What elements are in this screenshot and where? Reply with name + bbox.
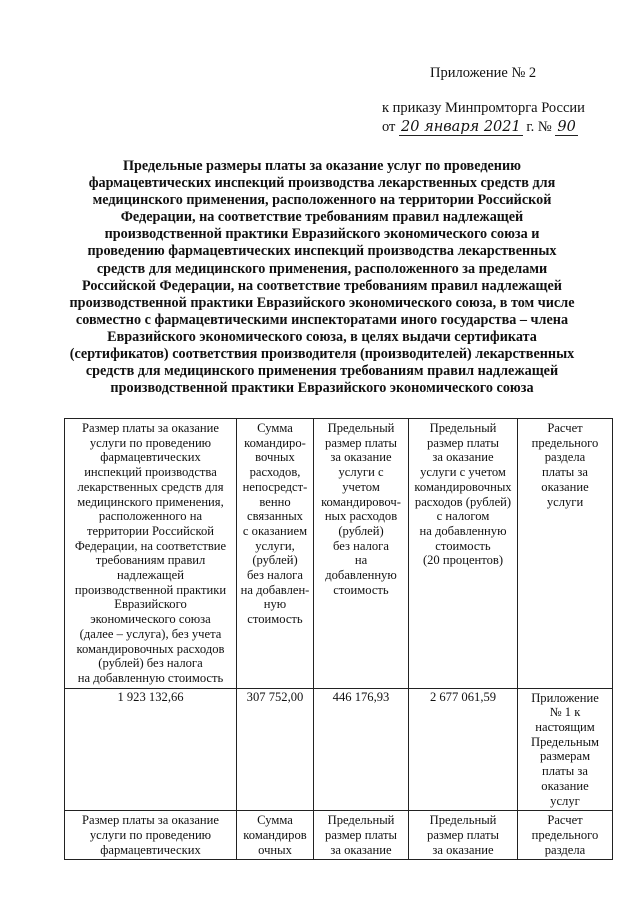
header-cell-travel-expenses: Сумма командиро- вочных расходов, непосредст- венно связанных с оказанием услуги, (рублей) без налога на добавлен- ную стоимость [237,419,314,689]
header-cell-fee-with-vat: Предельный размер платы за оказание услуги с учетом командировочных расходов (рублей) с налогом на добавленную стоимость (20 процентов) [409,419,518,689]
table-header-row-repeat [65,811,613,860]
repeat-header-cell-calculation: Расчет предельного раздела [518,811,613,860]
date-prefix: от [382,119,396,135]
value-travel-expenses: 307 752,00 [237,688,314,811]
repeat-header-cell-fee-with-travel: Предельный размер платы за оказание [314,811,409,860]
order-date-line [382,118,622,137]
document-title: Предельные размеры платы за оказание услуг по проведению фармацевтических инспекций производства лекарственных средств для медицинского применения, расположенного на территории Российской Федерации, на соответствие требованиям правил надлежащей производственной практики Евразийского экономического союза и проведению фармацевтических инспекций производства лекарственных средств для медицинского применения, расположенного за пределами Российской Федерации, на соответствие требованиям правил надлежащей производственной практики Евразийского экономического союза, в том числе совместно с фармацевтическими инспекторатами иного государства – члена Евразийского экономического союза, в целях выдачи сертификата (сертификатов) соответствия производителя (производителей) лекарственных средств для медицинского применения требованиям правил надлежащей производственной практики Евразийского экономического союза [69,158,575,397]
annex-label: Приложение № 2 [430,65,537,81]
repeat-header-cell-travel-expenses: Сумма командиров очных [237,811,314,860]
table-header-row [65,419,613,689]
fees-table [64,418,613,860]
repeat-header-cell-fee-without-travel: Размер платы за оказание услуги по проведению фармацевтических [65,811,237,860]
handwritten-date: 20 января 2021 [401,119,521,135]
header-cell-fee-with-travel: Предельный размер платы за оказание услуги с учетом командировоч- ных расходов (рублей) без налога на добавленную стоимость [314,419,409,689]
handwritten-order-number: 90 [557,119,576,135]
header-cell-calculation: Расчет предельного раздела платы за оказание услуги [518,419,613,689]
value-calculation-reference: Приложение № 1 к настоящим Предельным размерам платы за оказание услуг [518,688,613,811]
value-fee-with-vat: 2 677 061,59 [409,688,518,811]
table-row [65,688,613,811]
value-fee-without-travel: 1 923 132,66 [65,688,237,811]
value-fee-with-travel: 446 176,93 [314,688,409,811]
year-suffix: г. № [526,119,552,135]
order-reference: к приказу Минпромторга России [382,100,585,116]
repeat-header-cell-fee-with-vat: Предельный размер платы за оказание [409,811,518,860]
header-cell-fee-without-travel: Размер платы за оказание услуги по проведению фармацевтических инспекций производства лекарственных средств для медицинского применения, расположенного на территории Российской Федерации, на соответствие требованиям правил надлежащей производственной практики Евразийского экономического союза (далее – услуга), без учета командировочных расходов (рублей) без налога на добавленную стоимость [65,419,237,689]
document-header [382,64,622,137]
